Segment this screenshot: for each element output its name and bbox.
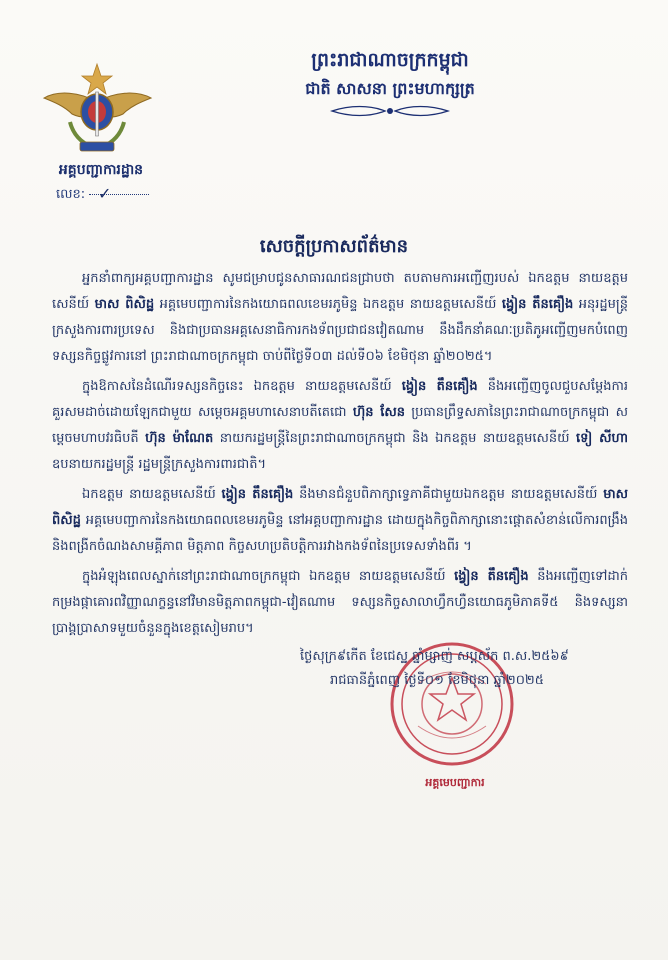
person-name: ហ៊ុន ម៉ាណែត: [145, 431, 214, 446]
paragraph-text: ក្នុងឱកាសនៃដំណើរទស្សនកិច្ចនេះ ឯកឧត្តម នាយឧត្តមសេនីយ៍: [82, 379, 402, 394]
paragraph-text: ឯកឧត្តម នាយឧត្តមសេនីយ៍: [82, 487, 222, 502]
paragraph-text: នឹងអញ្ជើញចូលជួបសម្តែងការគួរសមដាច់ដោយឡែកជាមួយ សម្តេចអគ្គមហាសេនាបតីតេជោ: [52, 379, 628, 420]
paragraph-text: អគ្គមេបញ្ជាការនៃកងយោធពលខេមរភូមិន្ទ នៅអគ្គបញ្ជាការដ្ឋាន ដោយក្នុងកិច្ចពិភាក្សានោះផ្តោតសំខាន់លើការពង្រឹង និងពង្រីកចំណងសាមគ្គីភាព មិត្តភាព កិច្ចសហប្រតិបត្តិការរវាងកងទ័ពនៃប្រទេសទាំងពីរ ។: [52, 513, 628, 554]
paragraph: [52, 482, 628, 560]
paragraph-text: នឹងមានជំនួបពិភាក្សាទ្វេភាគីជាមួយឯកឧត្តម នាយឧត្តមសេនីយ៍: [293, 487, 604, 502]
paragraph-text: នឹងអញ្ជើញទៅដាក់កម្រងផ្កាគោរពវិញ្ញាណក្ខន្ធនៅវិមានមិត្តភាពកម្ពុជា-វៀតណាម ទស្សនកិច្ចសាលាហ្វឹកហ្វឺនយោធភូមិភាគទី៥ និងទស្សនាប្រាង្គប្រាសាទមួយចំនួនក្នុងខេត្តសៀមរាប។: [52, 569, 628, 636]
army-emblem-icon: [40, 62, 155, 157]
reference-label: លេខ:: [56, 187, 86, 202]
paragraph-text: អ្នកនាំពាក្យអគ្គបញ្ជាការដ្ឋាន សូមជម្រាបជូនសាធារណជនជ្រាបថា តបតាមការអញ្ជើញរបស់ ឯកឧត្តម នាយឧត្តមសេនីយ៍: [52, 271, 628, 312]
document-body: [52, 266, 628, 646]
signatory-title: អគ្គមេបញ្ជាការ: [425, 776, 485, 789]
document-title: សេចក្តីប្រកាសព័ត៌មាន: [259, 236, 409, 257]
person-name: ហ៊ុន សែន: [352, 405, 405, 420]
paragraph-text: ឧបនាយករដ្ឋមន្ត្រី រដ្ឋមន្ត្រីក្រសួងការពារជាតិ។: [52, 457, 267, 472]
person-name: មាស ពិសិដ្ឋ: [52, 487, 628, 528]
department-name: អគ្គបញ្ជាការដ្ឋាន: [58, 162, 144, 178]
paragraph-text: ក្នុងអំឡុងពេលស្នាក់នៅព្រះរាជាណាចក្រកម្ពុជា ឯកឧត្តម នាយឧត្តមសេនីយ៍: [82, 569, 455, 584]
paragraph: [52, 266, 628, 370]
person-name: ង្វៀន តឹនគឿង: [221, 487, 294, 502]
person-name: ទៀ សីហា: [575, 431, 628, 446]
checkmark-icon: ✓: [98, 184, 112, 203]
paragraph: [52, 564, 628, 642]
person-name: ង្វៀន តឹនគឿង: [401, 379, 478, 394]
paragraph-text: អនុរដ្ឋមន្ត្រីក្រសួងការពារប្រទេស និងជាប្រធានអគ្គសេនាធិការកងទ័ពប្រជាជនវៀតណាម នឹងដឹកនាំគណៈប្រតិភូអញ្ជើញមកបំពេញទស្សនកិច្ចផ្លូវការនៅ ព្រះរាជាណាចក្រកម្ពុជា ចាប់ពីថ្ងៃទី០៣ ដល់ទី០៦ ខែមិថុនា ឆ្នាំ២០២៥។: [52, 297, 628, 364]
paragraph: [52, 374, 628, 478]
paragraph-text: នាយករដ្ឋមន្ត្រីនៃព្រះរាជាណាចក្រកម្ពុជា និង ឯកឧត្តម នាយឧត្តមសេនីយ៍: [213, 431, 576, 446]
solar-date: រាជធានីភ្នំពេញ ថ្ងៃទី០១ ខែមិថុនា ឆ្នាំ២០២៥: [330, 673, 544, 688]
person-name: ង្វៀន តឹនគឿង: [501, 297, 574, 312]
paragraph-text: អគ្គមេបញ្ជាការនៃកងយោធពលខេមរភូមិន្ទ ឯកឧត្តម នាយឧត្តមសេនីយ៍: [154, 297, 502, 312]
person-name: មាស ពិសិដ្ឋ: [94, 297, 155, 312]
person-name: ង្វៀន តឹនគឿង: [454, 569, 529, 584]
divider-ornament-icon: [330, 104, 450, 118]
national-motto: ជាតិ សាសនា ព្រះមហាក្សត្រ: [305, 79, 475, 98]
lunar-date: ថ្ងៃសុក្រ៩កើត ខែជេស្ឋ ឆ្នាំម្សាញ់ សប្តស័ក ព.ស.២៥៦៩: [300, 649, 569, 664]
paragraph-text: ប្រធានព្រឹទ្ធសភានៃព្រះរាជាណាចក្រកម្ពុជា សម្តេចមហាបវរធិបតី: [52, 405, 628, 446]
kingdom-heading: ព្រះរាជាណាចក្រកម្ពុជា: [311, 49, 469, 71]
